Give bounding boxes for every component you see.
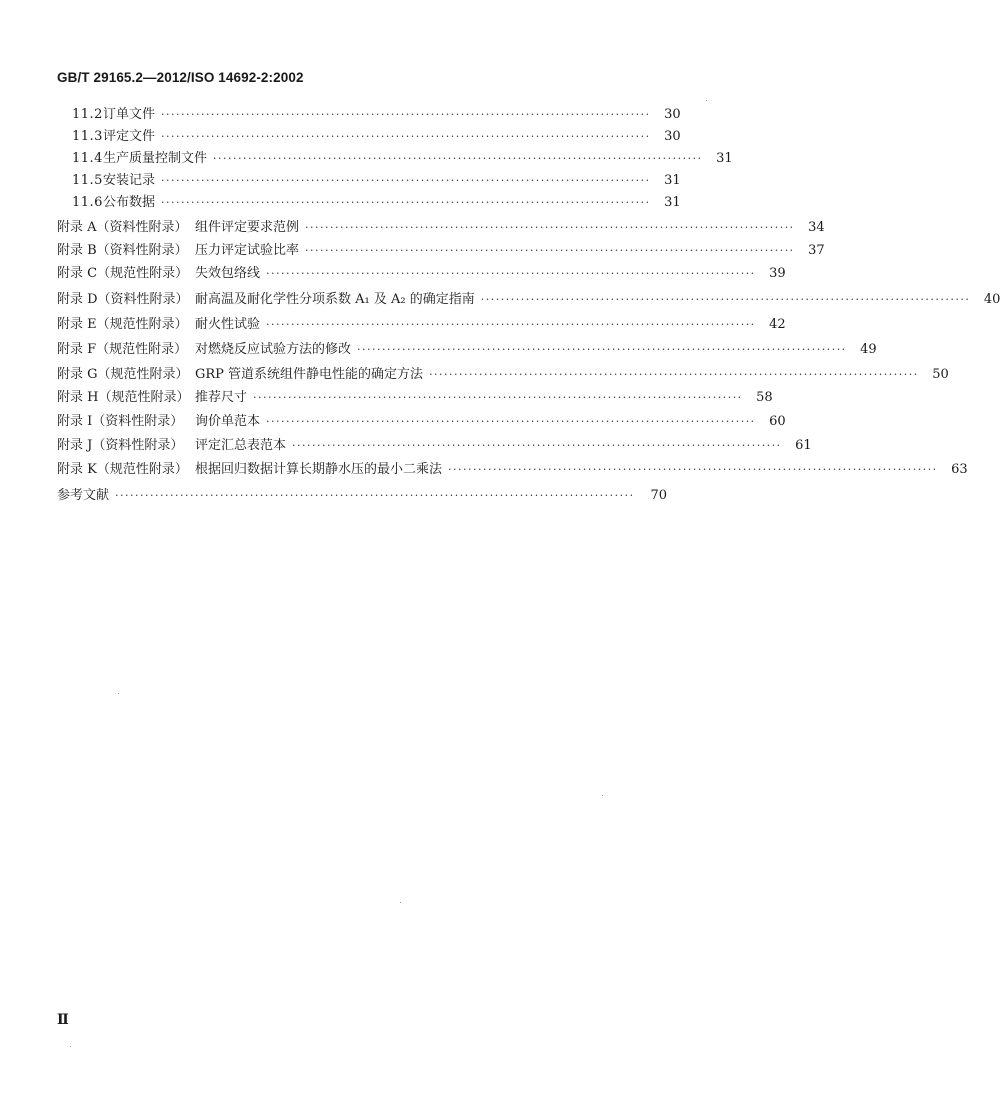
toc-row-annex-j[interactable] — [57, 435, 812, 457]
toc-page: 50 — [932, 367, 949, 382]
scan-speck — [70, 1046, 71, 1047]
annex-prefix: 附录 I（资料性附录） — [57, 414, 184, 429]
toc-page: 40 — [983, 292, 1000, 307]
page-number: Ⅱ — [57, 1012, 69, 1028]
toc-page: 49 — [860, 342, 877, 357]
toc-row[interactable] — [72, 148, 733, 170]
toc-number: 11.2 — [72, 107, 103, 122]
toc-leader: ·································································································· — [212, 152, 703, 165]
toc-row-bibliography[interactable] — [57, 485, 667, 507]
toc-row-annex-e[interactable] — [57, 314, 786, 336]
toc-page: 34 — [808, 220, 825, 235]
toc-row-annex-i[interactable] — [57, 411, 786, 433]
toc-row[interactable] — [72, 104, 681, 126]
toc-row-annex-h[interactable] — [57, 387, 773, 409]
scan-speck — [400, 902, 401, 903]
toc-label: 订单文件 — [102, 107, 155, 122]
toc-page: 31 — [664, 173, 681, 188]
toc-leader: ·································································································· — [448, 463, 938, 476]
toc-leader: ·································································································· — [480, 293, 971, 306]
toc-leader: ········································································································ — [115, 489, 635, 502]
toc-leader: ·································································································· — [305, 221, 795, 234]
annex-prefix: 附录 C（规范性附录） — [57, 266, 189, 281]
toc-row[interactable] — [72, 170, 681, 192]
toc-leader: ·································································································· — [266, 267, 756, 280]
toc-leader: ·································································································· — [429, 368, 919, 381]
toc-row-annex-d[interactable] — [57, 289, 1000, 311]
toc-page: 42 — [769, 317, 786, 332]
toc-label: 评定汇总表范本 — [195, 438, 287, 453]
toc-page: 37 — [808, 243, 825, 258]
toc-label: 推荐尺寸 — [195, 390, 248, 405]
toc-leader: ·································································································· — [160, 130, 651, 143]
scan-speck — [706, 100, 707, 101]
toc-label: 参考文献 — [57, 488, 110, 503]
toc-number: 11.3 — [72, 129, 103, 144]
toc-page: 31 — [716, 151, 733, 166]
toc-label: 对燃烧反应试验方法的修改 — [195, 342, 352, 357]
toc-label: 公布数据 — [102, 195, 155, 210]
annex-prefix: 附录 B（资料性附录） — [57, 243, 188, 258]
annex-prefix: 附录 G（规范性附录） — [57, 367, 189, 382]
toc-leader: ·································································································· — [253, 391, 743, 404]
annex-prefix: 附录 J（资料性附录） — [57, 438, 184, 453]
toc-row-annex-f[interactable] — [57, 339, 877, 361]
toc-row-annex-b[interactable] — [57, 240, 825, 262]
toc-leader: ·································································································· — [160, 108, 651, 121]
annex-prefix: 附录 F（规范性附录） — [57, 342, 188, 357]
toc-leader: ·································································································· — [160, 196, 651, 209]
toc-page: 30 — [664, 129, 681, 144]
scan-speck — [118, 693, 119, 694]
toc-label: 评定文件 — [102, 129, 155, 144]
toc-page: 31 — [664, 195, 681, 210]
toc-page: 60 — [769, 414, 786, 429]
toc-leader: ·································································································· — [160, 174, 651, 187]
toc-label: 压力评定试验比率 — [195, 243, 300, 258]
toc-label: 询价单范本 — [195, 414, 261, 429]
toc-number: 11.6 — [72, 195, 103, 210]
toc-label: 根据回归数据计算长期静水压的最小二乘法 — [195, 462, 443, 477]
toc-number: 11.5 — [72, 173, 103, 188]
toc-leader: ·································································································· — [305, 244, 795, 257]
toc-page: 63 — [951, 462, 968, 477]
toc-label: 组件评定要求范例 — [195, 220, 300, 235]
annex-prefix: 附录 K（规范性附录） — [57, 462, 188, 477]
toc-label: 耐高温及耐化学性分项系数 A₁ 及 A₂ 的确定指南 — [195, 292, 475, 307]
scan-speck — [602, 795, 603, 796]
toc-row-annex-a[interactable] — [57, 217, 825, 239]
toc-label: 安装记录 — [102, 173, 155, 188]
annex-prefix: 附录 A（资料性附录） — [57, 220, 188, 235]
toc-page: 61 — [795, 438, 812, 453]
toc-leader: ·································································································· — [266, 318, 756, 331]
toc-row[interactable] — [72, 192, 681, 214]
toc-page: 58 — [756, 390, 773, 405]
annex-prefix: 附录 H（规范性附录） — [57, 390, 190, 405]
toc-label: 失效包络线 — [195, 266, 261, 281]
toc-leader: ·································································································· — [357, 343, 847, 356]
toc-row-annex-k[interactable] — [57, 459, 968, 481]
toc-number: 11.4 — [72, 151, 103, 166]
toc-row[interactable] — [72, 126, 681, 148]
toc-row-annex-c[interactable] — [57, 263, 786, 285]
annex-prefix: 附录 D（资料性附录） — [57, 292, 189, 307]
toc-page: 70 — [650, 488, 667, 503]
toc-row-annex-g[interactable] — [57, 364, 949, 386]
toc-label: 生产质量控制文件 — [102, 151, 207, 166]
toc-page: 39 — [769, 266, 786, 281]
toc-page: 30 — [664, 107, 681, 122]
toc-label: 耐火性试验 — [195, 317, 261, 332]
annex-prefix: 附录 E（规范性附录） — [57, 317, 188, 332]
document-header: GB/T 29165.2—2012/ISO 14692-2:2002 — [57, 70, 304, 85]
toc-leader: ·································································································· — [292, 439, 782, 452]
toc-label: GRP 管道系统组件静电性能的确定方法 — [195, 367, 424, 382]
toc-leader: ·································································································· — [266, 415, 756, 428]
